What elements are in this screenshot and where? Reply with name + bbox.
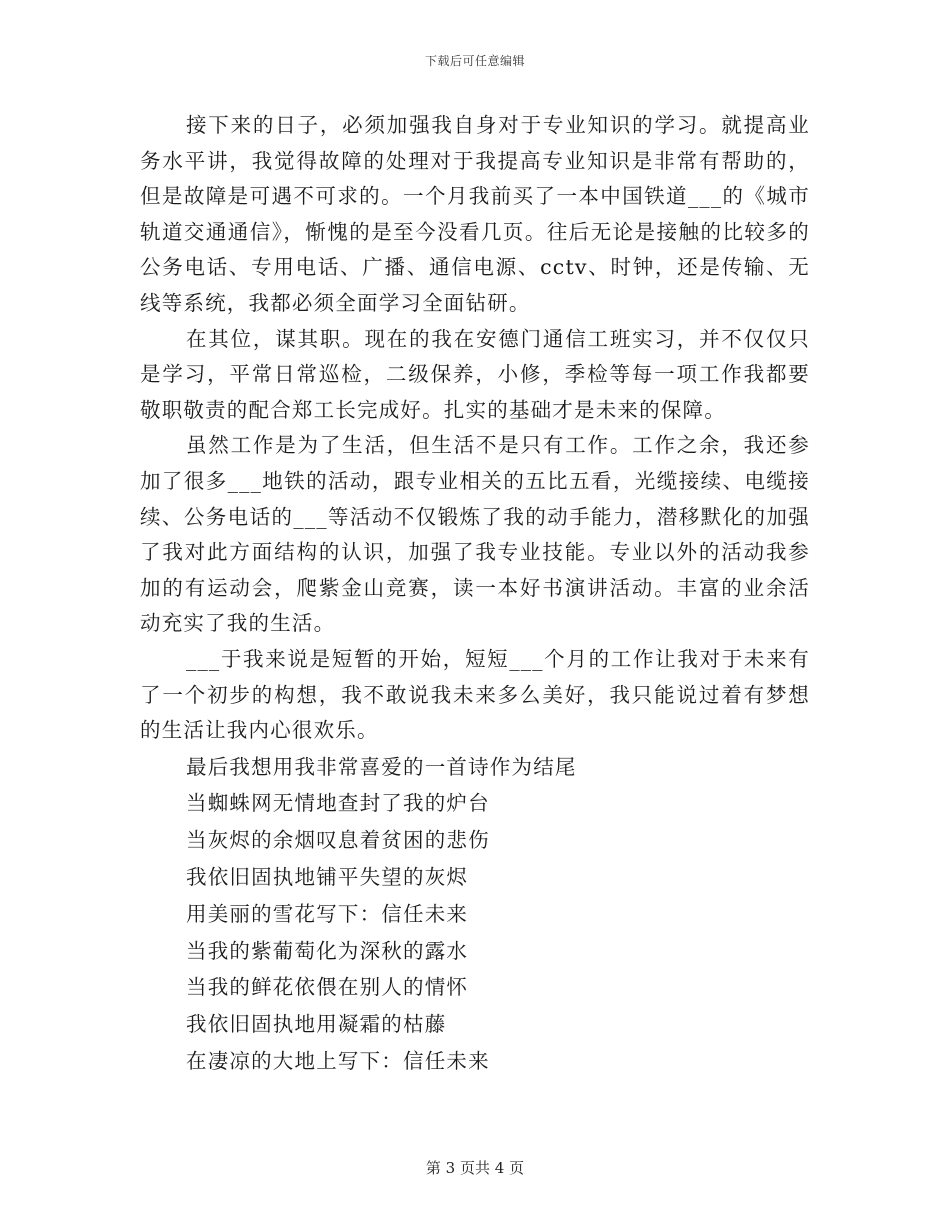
poem-line: 当我的鲜花依偎在别人的情怀 (186, 975, 469, 1000)
page-header: 下载后可任意编辑 (424, 54, 525, 68)
poem-line: 用美丽的雪花写下：信任未来 (186, 901, 469, 926)
poem-line: 最后我想用我非常喜爱的一首诗作为结尾 (186, 754, 577, 779)
paragraph-duty: 在其位，谋其职。现在的我在安德门通信工班实习，并不仅仅只是学习，平常日常巡检，二级保养，小修，季检等每一项工作我都要敬职敬责的配合郑工长完成好。扎实的基础才是未来的保障。 (140, 326, 810, 422)
poem-line: 当蜘蛛网无情地查封了我的炉台 (186, 791, 490, 816)
poem-line: 我依旧固执地用凝霜的枯藤 (186, 1012, 447, 1037)
page-number: 第 3 页共 4 页 (425, 1159, 525, 1177)
poem-line: 当灰烬的余烟叹息着贫困的悲伤 (186, 828, 490, 853)
poem-line: 当我的紫葡萄化为深秋的露水 (186, 938, 469, 963)
poem-line: 在凄凉的大地上写下：信任未来 (186, 1049, 490, 1074)
poem (140, 749, 810, 1080)
paragraph-study: 接下来的日子，必须加强我自身对于专业知识的学习。就提高业务水平讲，我觉得故障的处理对于我提高专业知识是非常有帮助的，但是故障是可遇不可求的。一个月我前买了一本中国铁道___的《城市轨道交通通信》，惭愧的是至今没看几页。往后无论是接触的比较多的公务电话、专用电话、广播、通信电源、cctv、时钟，还是传输、无线等系统，我都必须全面学习全面钻研。 (140, 113, 810, 315)
poem-line: 我依旧固执地铺平失望的灰烬 (186, 865, 469, 890)
document-body (140, 108, 810, 1080)
paragraph-activities: 虽然工作是为了生活，但生活不是只有工作。工作之余，我还参加了很多___地铁的活动，跟专业相关的五比五看，光缆接续、电缆接续、公务电话的___等活动不仅锻炼了我的动手能力，潜移默化的加强了我对此方面结构的认识，加强了我专业技能。专业以外的活动我参加的有运动会，爬紫金山竞赛，读一本好书演讲活动。丰富的业余活动充实了我的生活。 (140, 433, 810, 636)
paragraph-future: ___于我来说是短暂的开始，短短___个月的工作让我对于未来有了一个初步的构想，我不敢说我未来多么美好，我只能说过着有梦想的生活让我内心很欢乐。 (140, 646, 810, 743)
